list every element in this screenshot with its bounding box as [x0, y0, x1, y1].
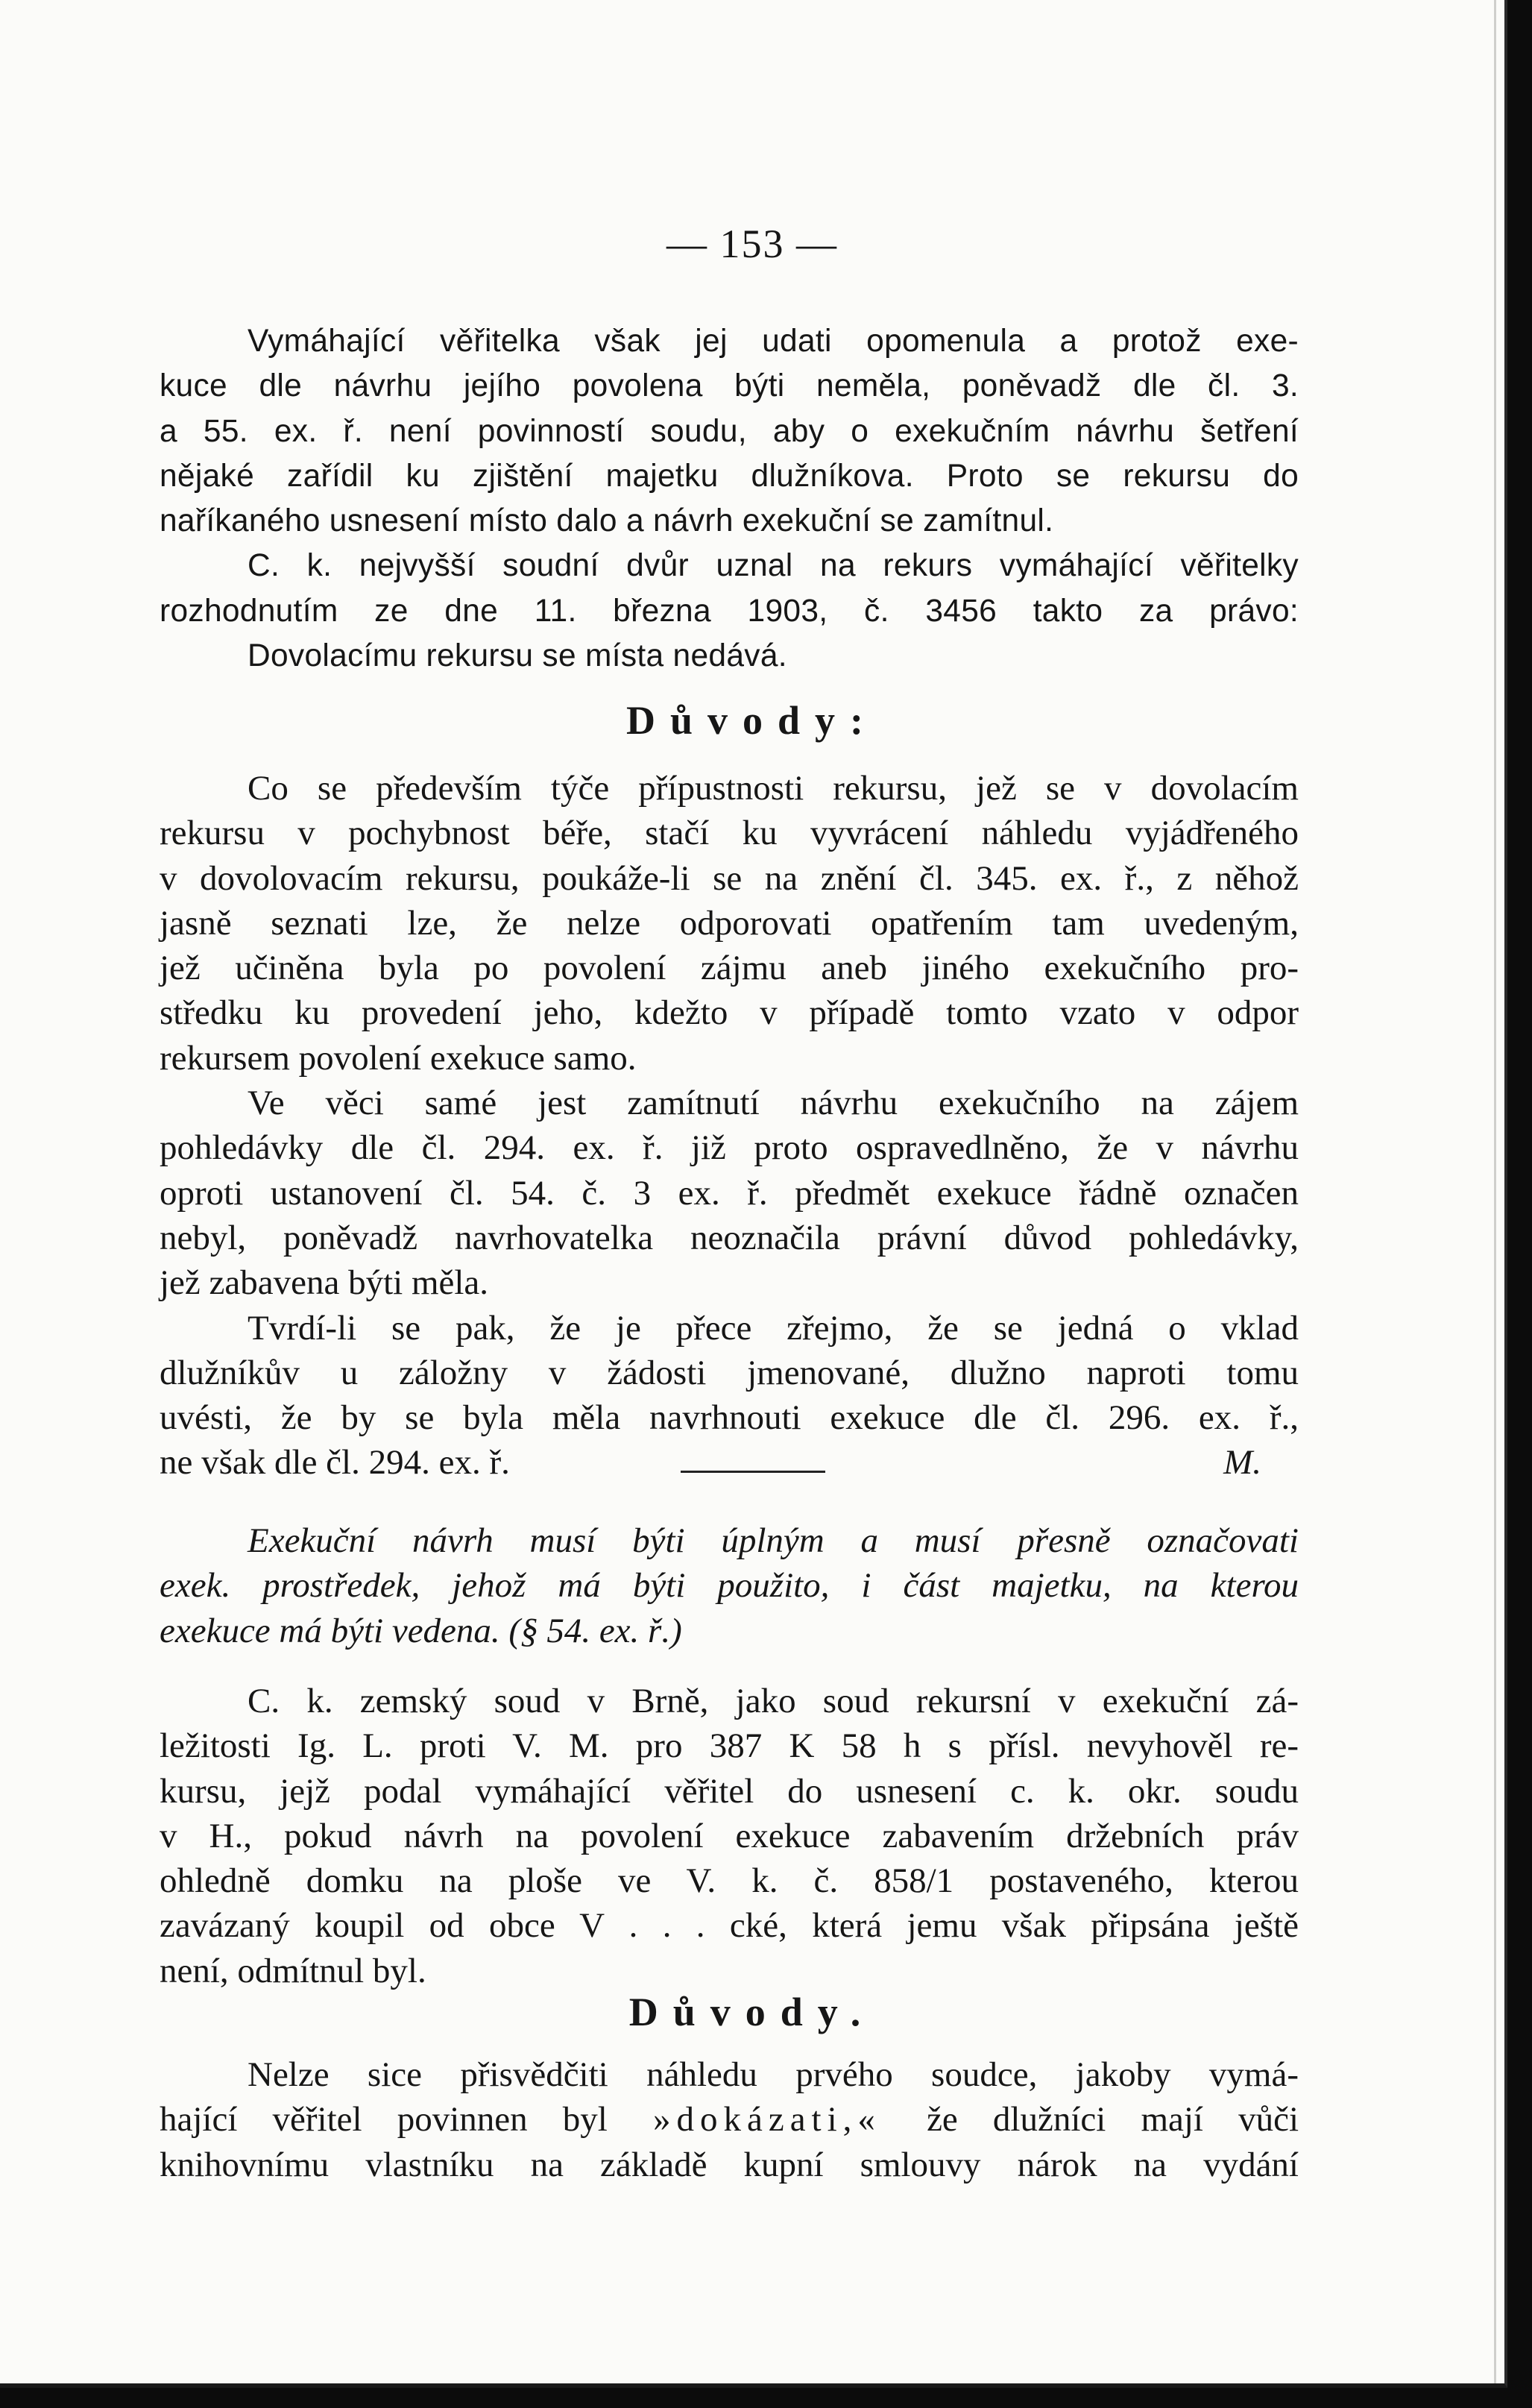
text-line: ležitosti Ig. L. proti V. M. pro 387 K 58 h s přísl. nevyhověl re- [160, 1726, 1299, 1766]
text-line: nějaké zařídil ku zjištění majetku dlužníkova. Proto se rekursu do [160, 458, 1299, 494]
text-line: kuce dle návrhu jejího povolena býti neměla, poněvadž dle čl. 3. [160, 368, 1299, 404]
text-line: Ve věci samé jest zamítnutí návrhu exekučního na zájem [248, 1084, 1299, 1123]
section-heading-duvody-2: Důvody. [628, 1990, 876, 2034]
page-number: — 153 — [666, 221, 838, 266]
text-fragment: hající věřitel povinnen byl [160, 2100, 608, 2140]
paragraph-block-2 [160, 766, 1299, 1486]
text-line: exek. prostředek, jehož má býti použito, i část majetku, na kterou [160, 1566, 1299, 1606]
text-line: jež učiněna byla po povolení zájmu aneb jiného exekučního pro- [160, 949, 1299, 988]
text-line [160, 2097, 1299, 2142]
text-line: rozhodnutím ze dne 11. března 1903, č. 3456 takto za právo: [160, 593, 1299, 629]
paragraph-block-1 [160, 319, 1299, 679]
text-line: Exekuční návrh musí býti úplným a musí přesně označovati [248, 1521, 1299, 1560]
text-fragment: že dlužníci mají vůči [927, 2100, 1299, 2140]
text-line [160, 1440, 1299, 1485]
text-line: ohledně domku na ploše ve V. k. č. 858/1 postaveného, kterou [160, 1861, 1299, 1901]
text-line: exekuce má býti vedena. (§ 54. ex. ř.) [160, 1611, 682, 1650]
text-line-content: ne však dle čl. 294. ex. ř. [160, 1443, 510, 1483]
text-line: naříkaného usnesení místo dalo a návrh exekuční se zamítnul. [160, 503, 1054, 539]
text-line: v H., pokud návrh na povolení exekuce zabavením držebních práv [160, 1816, 1299, 1855]
text-line: kursu, jejž podal vymáhající věřitel do usnesení c. k. okr. soudu [160, 1771, 1299, 1811]
author-signature: M. [1223, 1443, 1261, 1483]
text-line: v dovolovacím rekursu, poukáže-li se na znění čl. 345. ex. ř., z něhož [160, 858, 1299, 898]
text-line: C. k. nejvyšší soudní dvůr uznal na rekurs vymáhající věřitelky [248, 548, 1299, 584]
headnote [160, 1518, 1299, 1653]
text-line: jasně seznati lze, že nelze odporovati opatřením tam uvedeným, [160, 903, 1299, 943]
section-divider [681, 1471, 825, 1473]
text-line: uvésti, že by se byla měla navrhnouti exekuce dle čl. 296. ex. ř., [160, 1398, 1299, 1438]
text-line: rekursu v pochybnost béře, stačí ku vyvrácení náhledu vyjádřeného [160, 814, 1299, 853]
text-line: pohledávky dle čl. 294. ex. ř. již proto ospravedlněno, že v návrhu [160, 1128, 1299, 1168]
paragraph-block-3 [160, 1679, 1299, 1993]
paragraph-block-4 [160, 2052, 1299, 2187]
text-line: Vymáhající věřitelka však jej udati opomenula a protož exe- [248, 324, 1299, 359]
text-line: Nelze sice přisvědčiti náhledu prvého soudce, jakoby vymá- [248, 2055, 1299, 2094]
text-line: středku ku provedení jeho, kdežto v případě tomto vzato v odpor [160, 993, 1299, 1033]
text-line: jež zabavena býti měla. [160, 1263, 489, 1303]
text-line: Co se především týče přípustnosti rekursu, jež se v dovolacím [248, 769, 1299, 808]
section-heading-duvody: Důvody: [625, 698, 879, 743]
text-line: zavázaný koupil od obce V . . . cké, která jemu však připsána ještě [160, 1906, 1299, 1946]
text-line: Tvrdí-li se pak, že je přece zřejmo, že se jedná o vklad [248, 1308, 1299, 1348]
text-line: Dovolacímu rekursu se místa nedává. [248, 638, 787, 674]
text-line: C. k. zemský soud v Brně, jako soud rekursní v exekuční zá- [248, 1682, 1299, 1720]
text-line: knihovnímu vlastníku na základě kupní smlouvy nárok na vydání [160, 2145, 1299, 2184]
text-line: oproti ustanovení čl. 54. č. 3 ex. ř. předmět exekuce řádně označen [160, 1173, 1299, 1213]
text-line: není, odmítnul byl. [160, 1951, 426, 1990]
text-line: dlužníkův u záložny v žádosti jmenované, dlužno naproti tomu [160, 1353, 1299, 1392]
emphasized-word: »dokázati,« [652, 2100, 881, 2140]
text-line: nebyl, poněvadž navrhovatelka neoznačila právní důvod pohledávky, [160, 1218, 1299, 1257]
text-line: rekursem povolení exekuce samo. [160, 1038, 637, 1078]
text-line: a 55. ex. ř. není povinností soudu, aby o exekučním návrhu šetření [160, 413, 1299, 449]
